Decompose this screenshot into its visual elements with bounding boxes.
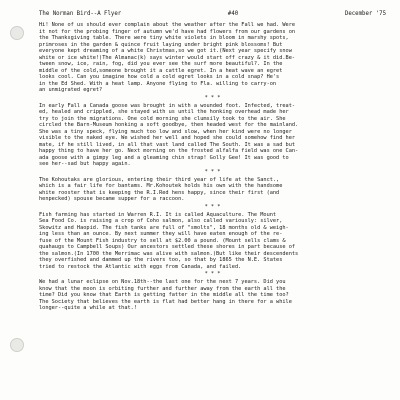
paragraph-line: white rooster that is keeping the R.I.Red hens happy, since their first (and	[39, 189, 280, 196]
newsletter-header	[39, 10, 386, 18]
paragraph	[39, 22, 386, 94]
paragraph-line: ada goose with a gimpy leg and a gleaming chin strap! Golly Gee! It was good to	[39, 154, 289, 161]
section-separator: * * *	[204, 168, 221, 175]
paragraph-line: the Thanksgiving table. There were tiny white violets in bloom in marshy spots,	[39, 35, 289, 41]
paragraph-line: tween snow, ice, rain, fog, did you ever see the surf more beautiful?. In the	[39, 61, 283, 67]
paragraph-line: quahaugs to Campbell Soups) Our ancestors settled these shores in part because of	[39, 244, 296, 250]
paragraph	[39, 103, 386, 168]
section-separator: * * *	[204, 203, 221, 210]
paragraph	[39, 177, 386, 203]
paragraph-line: try to join the migrations. One cold morning she clumsily took to the air. She	[39, 115, 286, 122]
paragraph-line: mate, if he still lived, in all that vast land called The South. It was a sad but	[39, 141, 296, 148]
paragraph-line: She was a tiny speck, flying much too low and slow, when her kind were no longer	[39, 128, 292, 135]
paragraph-line: an unmigrated egret?	[39, 87, 103, 93]
paragraph-line: it not for the probing finger of autumn we'd have had flowers from our gardens on	[39, 28, 296, 35]
paragraph-line: The Kohoutaks are glorious, entering their third year of life at the Sanct.,	[39, 176, 280, 183]
paragraph	[39, 279, 386, 312]
paragraph-line: in the Ed Shed. With a heat lamp. Anyone flying to Fla. willing to carry-on	[39, 80, 277, 87]
paragraph-line: see her--sad but happy again.	[39, 161, 131, 167]
issue-number: #40	[227, 11, 239, 17]
paragraph-line: The Society that believes the earth is flat had better hang in there for a while	[39, 298, 292, 305]
section-separator: * * *	[204, 271, 221, 277]
newsletter-title: The Norman Bird--A Flyer	[39, 11, 122, 17]
paragraph-line: Sea Food Co. is raising a crop of Coho salmon, also called variously: silver,	[39, 218, 283, 224]
binder-hole-bottom	[10, 338, 24, 352]
paragraph-line: looks cool. Can you imagine how cold a cold egret looks in a cold snap? He's	[39, 74, 280, 80]
paragraph-line: middle of the cold,someone brought it a cattle egret. In a heat wave an egret	[39, 67, 283, 74]
paragraph-line: ed, healed and crippled, she stayed with us until the honking overhead made her	[39, 109, 289, 115]
paragraph-line: everyone kept dreaming of a white Christmas,so we got it.(Next year specify snow	[39, 48, 292, 54]
paragraph-line: longer--quite a while at that.!	[39, 305, 137, 311]
paragraph-line: time? Did you know that Earth is getting fatter in the middle all the time too?	[39, 292, 289, 298]
paragraph-line: henpecked) spouse became supper for a raccoon.	[39, 196, 185, 202]
paragraph-line: white or ice white!)The Almanac(k) says winter would start off crazy & it did.Be-	[39, 54, 296, 61]
paragraph-line: ing less than an ounce. By next summer they will have eaten enough of the re-	[39, 231, 283, 237]
paragraph-line: visible to the naked eye. We wished her well and hoped she could somehow find her	[39, 135, 296, 141]
section-separator: * * *	[204, 94, 221, 101]
paragraph-line: fuse of the Mount Fish industry to sell at $2.00 a pound. (Mount sells clams &	[39, 237, 286, 244]
paragraph-line: know that the moon is orbiting further and further away from the earth all the	[39, 285, 286, 292]
paragraph-line: circled the Barn-Museum honking a soft goodbye, then headed west for the mainland.	[39, 122, 299, 128]
paragraph-line: Hi! None of us should ever complain about the weather after the Fall we had. Were	[39, 22, 296, 28]
paragraph-line: they overfished and dammed up the rivers too, so that by 1865 the N.E. States	[39, 257, 283, 263]
paragraph-line: In early Fall a Canada goose was brought in with a wounded foot. Infected, treat-	[39, 102, 296, 109]
paragraph-line: Fish farming has started in Warren R.I. It is called Aquaculture. The Mount	[39, 211, 277, 218]
paragraph-line: which is a fair life for bantams. Mr.Kohoutek holds his own with the handsome	[39, 183, 283, 189]
paragraph-line: happy thing to have her go. Next morning on the frosted alfalfa field was one Can-	[39, 148, 299, 154]
binder-hole-top	[10, 26, 24, 40]
issue-date: December '75	[344, 11, 386, 17]
paragraph-line: tried to restock the Atlantic with eggs from Canada, and failed.	[39, 263, 242, 270]
paragraph-line: We had a lunar eclipse on Nov.18th--the last one for the next 7 years. Did you	[39, 279, 286, 285]
newsletter-body	[39, 20, 386, 312]
paragraph-line: primroses in the garden & quince fruit laying under bright pink blossoms! But	[39, 41, 283, 48]
paragraph	[39, 212, 386, 271]
paragraph-line: Skowitz and Haopid. The fish tanks are full of "smolts", 18 months old & weigh-	[39, 224, 289, 231]
paragraph-line: the salmon.(In 1700 the Merrimac was alive with salmon.)But like their descendents	[39, 250, 299, 257]
